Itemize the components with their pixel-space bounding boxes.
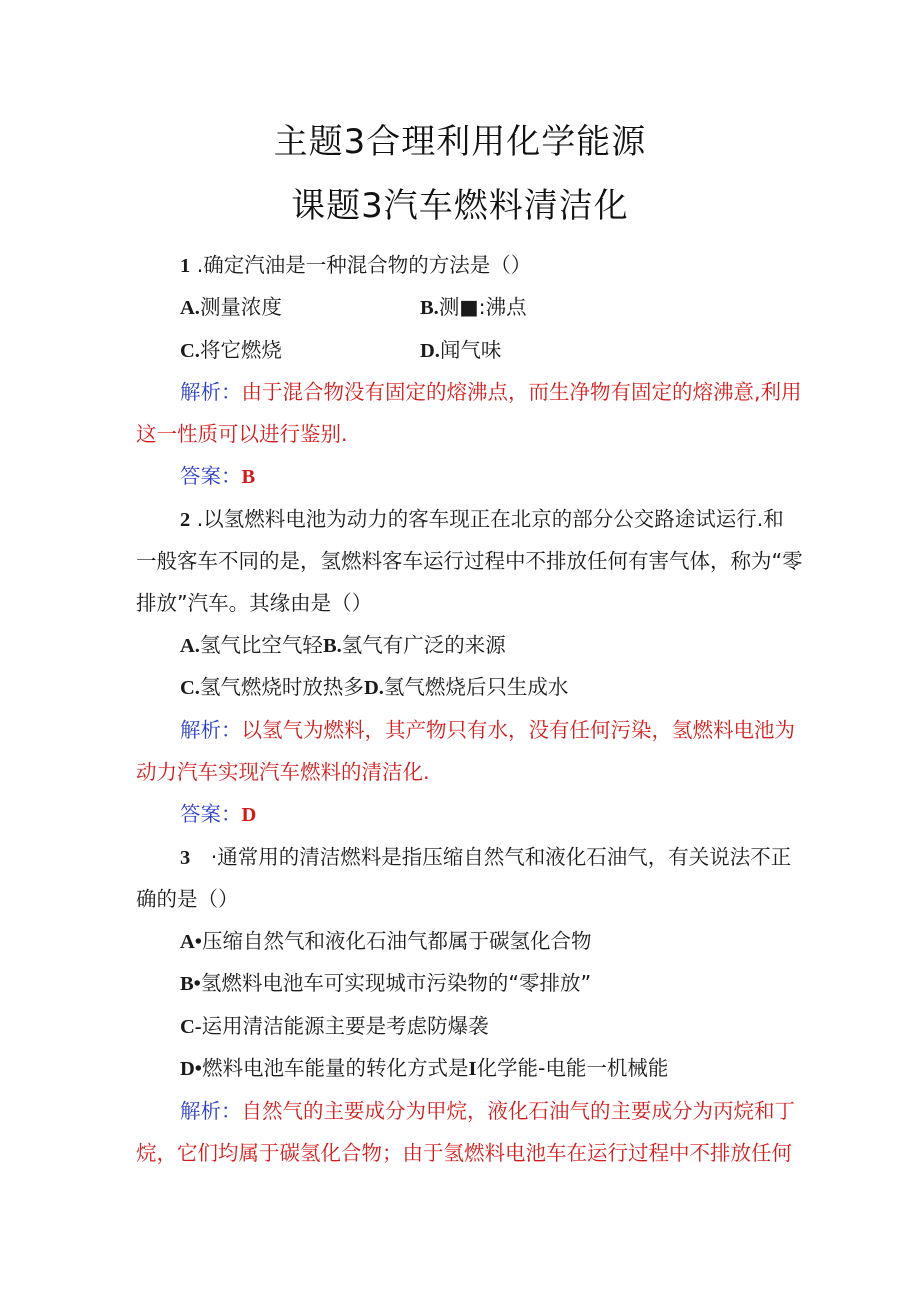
question-1-analysis-line-1 <box>180 375 802 405</box>
analysis-text: 自然气的主要成分为甲烷，液化石油气的主要成分为丙烷和丁 <box>241 1099 795 1123</box>
question-2-stem-line-1 <box>180 502 784 532</box>
question-number: 3 <box>180 847 191 869</box>
option-letter: D. <box>420 340 440 362</box>
question-3-stem-line-1 <box>180 840 791 870</box>
answer-label: 答案： <box>180 464 242 488</box>
question-1-analysis-line-2: 这一性质可以进行鉴别. <box>136 422 348 446</box>
question-2-options-row-2 <box>180 670 568 700</box>
question-1-answer <box>180 459 255 489</box>
analysis-label: 解析： <box>180 1099 242 1123</box>
question-3-option-c <box>180 1009 489 1039</box>
option-text: 氢气燃烧时放热多 <box>199 675 364 699</box>
option-letter: C. <box>180 677 200 699</box>
question-2-stem-line-2: 一般客车不同的是，氢燃料客车运行过程中不排放任何有害气体，称为“零 <box>136 549 803 573</box>
option-letter: B. <box>322 635 342 657</box>
option-letter: A. <box>180 297 200 319</box>
answer-label: 答案： <box>180 802 242 826</box>
option-text: 压缩自然气和液化石油气都属于碳氢化合物 <box>201 929 592 953</box>
option-text: 闻气味 <box>439 338 502 362</box>
question-3-stem-line-2: 确的是（） <box>136 887 239 911</box>
question-1-option-b <box>420 290 527 320</box>
question-number: 1 <box>180 255 191 277</box>
option-text: 氢气燃烧后只生成水 <box>383 675 569 699</box>
option-text: 氢气比空气轻 <box>199 633 323 657</box>
answer-value: D <box>241 804 257 826</box>
option-text: 氢燃料电池车可实现城市污染物的“零排放” <box>200 971 592 995</box>
question-2-stem-line-3: 排放”汽车。其缘由是（） <box>136 591 373 615</box>
question-stem-text: .确定汽油是一种混合物的方法是（） <box>190 253 532 277</box>
analysis-label: 解析： <box>180 718 242 742</box>
option-text: 运用清洁能源主要是考虑防爆袭 <box>201 1014 489 1038</box>
question-1-stem <box>180 248 531 278</box>
analysis-text: 由于混合物没有固定的熔沸点，而生净物有固定的熔沸意,利用 <box>241 380 802 404</box>
question-number: 2 <box>180 509 191 531</box>
question-1-option-a <box>180 290 282 320</box>
question-stem-text: ·通常用的清洁燃料是指压缩自然气和液化石油气，有关说法不正 <box>204 845 792 869</box>
option-letter: A• <box>180 931 202 953</box>
question-2-answer <box>180 797 256 827</box>
option-letter: A. <box>180 635 200 657</box>
option-letter: D• <box>180 1058 202 1080</box>
option-letter: B• <box>180 973 201 995</box>
option-text-tail: 化学能-电能一机械能 <box>476 1056 669 1080</box>
analysis-text: 以氢气为燃料，其产物只有水，没有任何污染，氢燃料电池为 <box>241 718 795 742</box>
option-text: 燃料电池车能量的转化方式是 <box>201 1056 469 1080</box>
question-1-option-d <box>420 333 501 363</box>
question-2-options-row-1 <box>180 628 506 658</box>
option-text: 氢气有广泛的来源 <box>341 633 506 657</box>
option-text: 将它燃烧 <box>199 338 282 362</box>
answer-value: B <box>241 466 256 488</box>
page-title: 主题3合理利用化学能源 <box>273 122 647 162</box>
option-letter: B. <box>420 297 439 319</box>
question-3-option-d <box>180 1051 668 1081</box>
question-3-analysis-line-1 <box>180 1094 795 1124</box>
page-subtitle: 课题3汽车燃料清洁化 <box>291 186 629 226</box>
question-2-analysis-line-2: 动力汽车实现汽车燃料的清洁化. <box>136 760 430 784</box>
option-text: 测■:沸点 <box>438 295 527 319</box>
question-3-option-b <box>180 966 591 996</box>
question-3-analysis-line-2: 烷，它们均属于碳氢化合物；由于氢燃料电池车在运行过程中不排放任何 <box>136 1141 792 1165</box>
option-letter: C. <box>180 340 200 362</box>
option-letter: C- <box>180 1016 202 1038</box>
question-2-analysis-line-1 <box>180 713 795 743</box>
question-1-option-c <box>180 333 282 363</box>
option-text-bold: I <box>468 1058 477 1080</box>
question-stem-text: .以氢燃料电池为动力的客车现正在北京的部分公交路途试运行.和 <box>190 507 784 531</box>
question-3-option-a <box>180 924 591 954</box>
analysis-label: 解析： <box>180 380 242 404</box>
option-text: 测量浓度 <box>199 295 282 319</box>
option-letter: D. <box>363 677 384 699</box>
